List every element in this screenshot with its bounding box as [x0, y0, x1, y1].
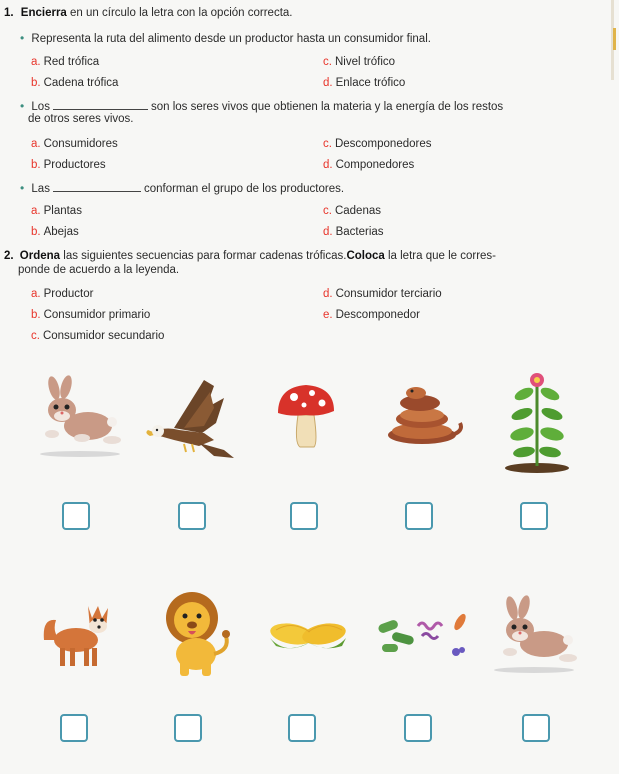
eagle-icon — [144, 378, 239, 463]
option-letter: a. — [31, 205, 41, 217]
corn-icon — [266, 612, 351, 657]
legend-letter: d. — [323, 288, 333, 300]
legend-letter: e. — [323, 309, 333, 321]
legend-text: Consumidor primario — [43, 309, 151, 321]
option-letter: c. — [323, 138, 332, 150]
q1-item2-text-after: son los seres vivos que obtienen la materia y la energía de los restos — [150, 101, 504, 113]
option-letter: b. — [31, 77, 41, 89]
answer-box-row2-5[interactable] — [522, 714, 550, 742]
answer-box-row2-3[interactable] — [288, 714, 316, 742]
legend-c — [31, 329, 164, 343]
q2-text1: las siguientes secuencias para formar cadenas tróficas. — [63, 250, 347, 262]
option-letter: c. — [323, 56, 332, 68]
legend-a — [31, 287, 93, 301]
option-text: Abejas — [43, 226, 79, 238]
option-letter: c. — [323, 205, 332, 217]
bullet-icon: • — [20, 181, 25, 195]
q1-item3-option-a[interactable] — [31, 204, 82, 218]
mushroom-icon — [276, 383, 336, 451]
option-letter: a. — [31, 56, 41, 68]
q1-item1-option-c[interactable] — [323, 55, 395, 69]
option-text: Red trófica — [43, 56, 100, 68]
legend-letter: b. — [31, 309, 41, 321]
fox-icon — [42, 598, 117, 670]
option-letter: b. — [31, 226, 41, 238]
q1-number: 1. — [4, 7, 14, 19]
rabbit-icon — [492, 598, 577, 674]
legend-text: Descomponedor — [335, 309, 420, 321]
rabbit-icon — [38, 378, 123, 458]
q1-item1-option-d[interactable] — [323, 76, 405, 90]
q2-verb1: Ordena — [19, 250, 61, 262]
q1-item3-option-c[interactable] — [323, 204, 381, 218]
option-letter: b. — [31, 159, 41, 171]
option-letter: d. — [323, 159, 333, 171]
option-text: Bacterias — [335, 226, 384, 238]
snake-icon — [380, 383, 465, 445]
plant-icon — [502, 368, 572, 473]
legend-text: Consumidor secundario — [42, 330, 165, 342]
option-text: Plantas — [43, 205, 82, 217]
q1-item1-text: Representa la ruta del alimento desde un productor hasta un consumidor final. — [31, 33, 431, 45]
legend-text: Consumidor terciario — [335, 288, 442, 300]
q2-heading — [4, 249, 496, 263]
q1-item3-prompt — [20, 181, 344, 196]
q1-item2-option-b[interactable] — [31, 158, 106, 172]
option-text: Componedores — [335, 159, 415, 171]
q2-heading-line2: ponde de acuerdo a la leyenda. — [18, 264, 180, 276]
q1-item1-option-b[interactable] — [31, 76, 118, 90]
q1-item3-text-before: Las — [31, 183, 50, 195]
legend-d — [323, 287, 442, 301]
answer-box-row2-4[interactable] — [404, 714, 432, 742]
lion-icon — [152, 588, 237, 680]
bullet-icon: • — [20, 31, 25, 45]
fill-blank[interactable] — [53, 181, 141, 192]
answer-box-row1-5[interactable] — [520, 502, 548, 530]
q1-item2-option-c[interactable] — [323, 137, 431, 151]
q2-number: 2. — [4, 250, 14, 262]
fill-blank[interactable] — [53, 99, 148, 110]
q2-text2: la letra que le corres- — [387, 250, 497, 262]
legend-e — [323, 308, 420, 322]
answer-box-row2-1[interactable] — [60, 714, 88, 742]
option-text: Productores — [43, 159, 106, 171]
q1-item3-option-d[interactable] — [323, 225, 384, 239]
option-text: Descomponedores — [334, 138, 432, 150]
q1-item3-option-b[interactable] — [31, 225, 79, 239]
q1-item2-option-a[interactable] — [31, 137, 118, 151]
q1-instruction: en un círculo la letra con la opción correcta. — [70, 7, 293, 19]
legend-b — [31, 308, 150, 322]
bullet-icon: • — [20, 99, 25, 113]
q2-verb2: Coloca — [346, 250, 385, 262]
answer-box-row2-2[interactable] — [174, 714, 202, 742]
answer-box-row1-4[interactable] — [405, 502, 433, 530]
option-text: Cadena trófica — [43, 77, 119, 89]
answer-box-row1-1[interactable] — [62, 502, 90, 530]
page-edge-decoration — [607, 0, 619, 80]
option-letter: d. — [323, 226, 333, 238]
legend-letter: a. — [31, 288, 41, 300]
answer-box-row1-3[interactable] — [290, 502, 318, 530]
answer-box-row1-2[interactable] — [178, 502, 206, 530]
q1-verb: Encierra — [20, 7, 67, 19]
q1-item3-text-after: conforman el grupo de los productores. — [143, 183, 345, 195]
option-letter: a. — [31, 138, 41, 150]
q1-item1-option-a[interactable] — [31, 55, 99, 69]
option-text: Consumidores — [43, 138, 118, 150]
option-text: Cadenas — [334, 205, 381, 217]
q1-item2-text-before: Los — [31, 101, 50, 113]
legend-letter: c. — [31, 330, 40, 342]
q1-heading — [4, 6, 292, 20]
option-text: Enlace trófico — [335, 77, 406, 89]
q1-item1-prompt — [20, 31, 431, 46]
option-text: Nivel trófico — [334, 56, 396, 68]
q1-item2-option-d[interactable] — [323, 158, 414, 172]
bacteria-icon — [374, 612, 469, 662]
legend-text: Productor — [43, 288, 94, 300]
option-letter: d. — [323, 77, 333, 89]
q1-item2-prompt-line2: de otros seres vivos. — [28, 113, 134, 125]
